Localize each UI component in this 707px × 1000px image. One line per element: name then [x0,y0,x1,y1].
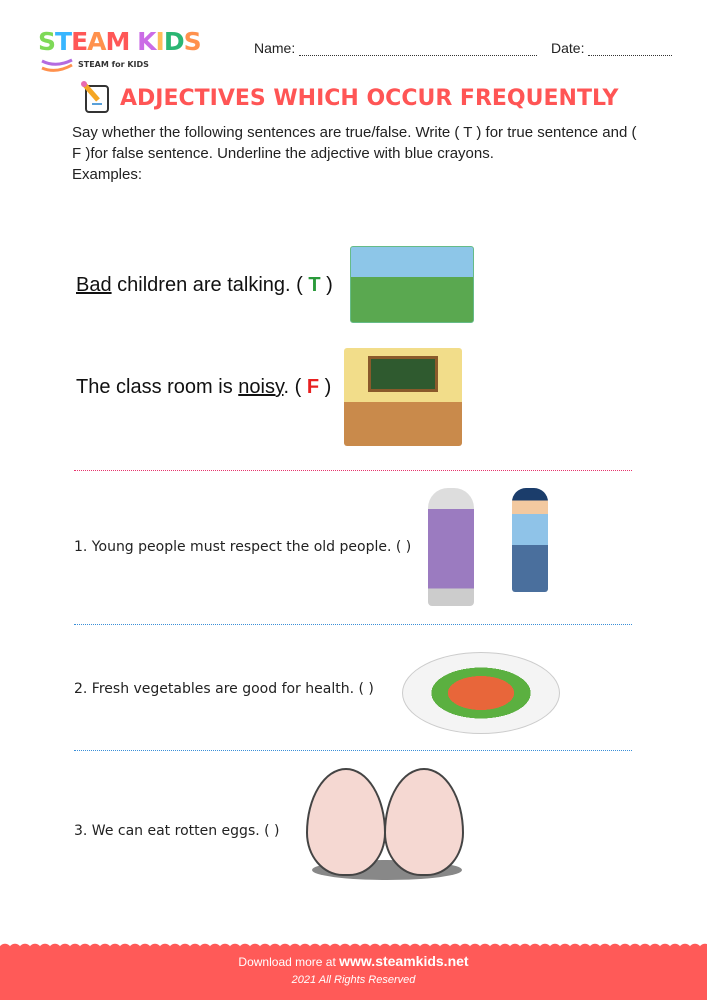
example-1: Bad children are talking. ( T ) [76,274,333,296]
logo-swoosh-icon [40,58,76,74]
question-2: 2. Fresh vegetables are good for health. ( ) [74,681,374,697]
instructions: Say whether the following sentences are true/false. Write ( T ) for true sentence and ( F )for false sentence. Underline the adjective with blue crayons. Examples: [72,122,642,185]
rotten-egg-image [384,768,464,876]
page-title: ADJECTIVES WHICH OCCUR FREQUENTLY [120,86,619,111]
classroom-children-image [350,246,474,323]
date-field[interactable] [551,40,672,56]
classroom-teacher-image [344,348,462,446]
logo-subtitle: STEAM for KIDS [78,60,149,69]
divider [74,750,632,751]
date-label: Date: [551,40,585,56]
pencil-paper-icon [80,80,114,116]
website-link[interactable]: www.steamkids.net [339,953,469,969]
name-label: Name: [254,40,296,56]
answer-false: F [306,376,320,398]
rotten-egg-image [306,768,386,876]
old-woman-image [428,488,474,606]
divider [74,624,632,625]
answer-true: T [308,274,321,296]
example-2: The class room is noisy. ( F ) [76,376,332,398]
footer-rights: 2021 All Rights Reserved [291,974,416,986]
name-field[interactable] [254,40,537,56]
footer-download: Download more at www.steamkids.net [238,953,469,969]
divider [74,470,632,471]
examples-label: Examples: [72,166,143,183]
young-man-image [512,488,548,592]
question-3: 3. We can eat rotten eggs. ( ) [74,823,280,839]
question-1: 1. Young people must respect the old people. ( ) [74,539,412,555]
vegetables-plate-image [402,652,560,734]
logo: STEAM KIDS [38,27,201,56]
